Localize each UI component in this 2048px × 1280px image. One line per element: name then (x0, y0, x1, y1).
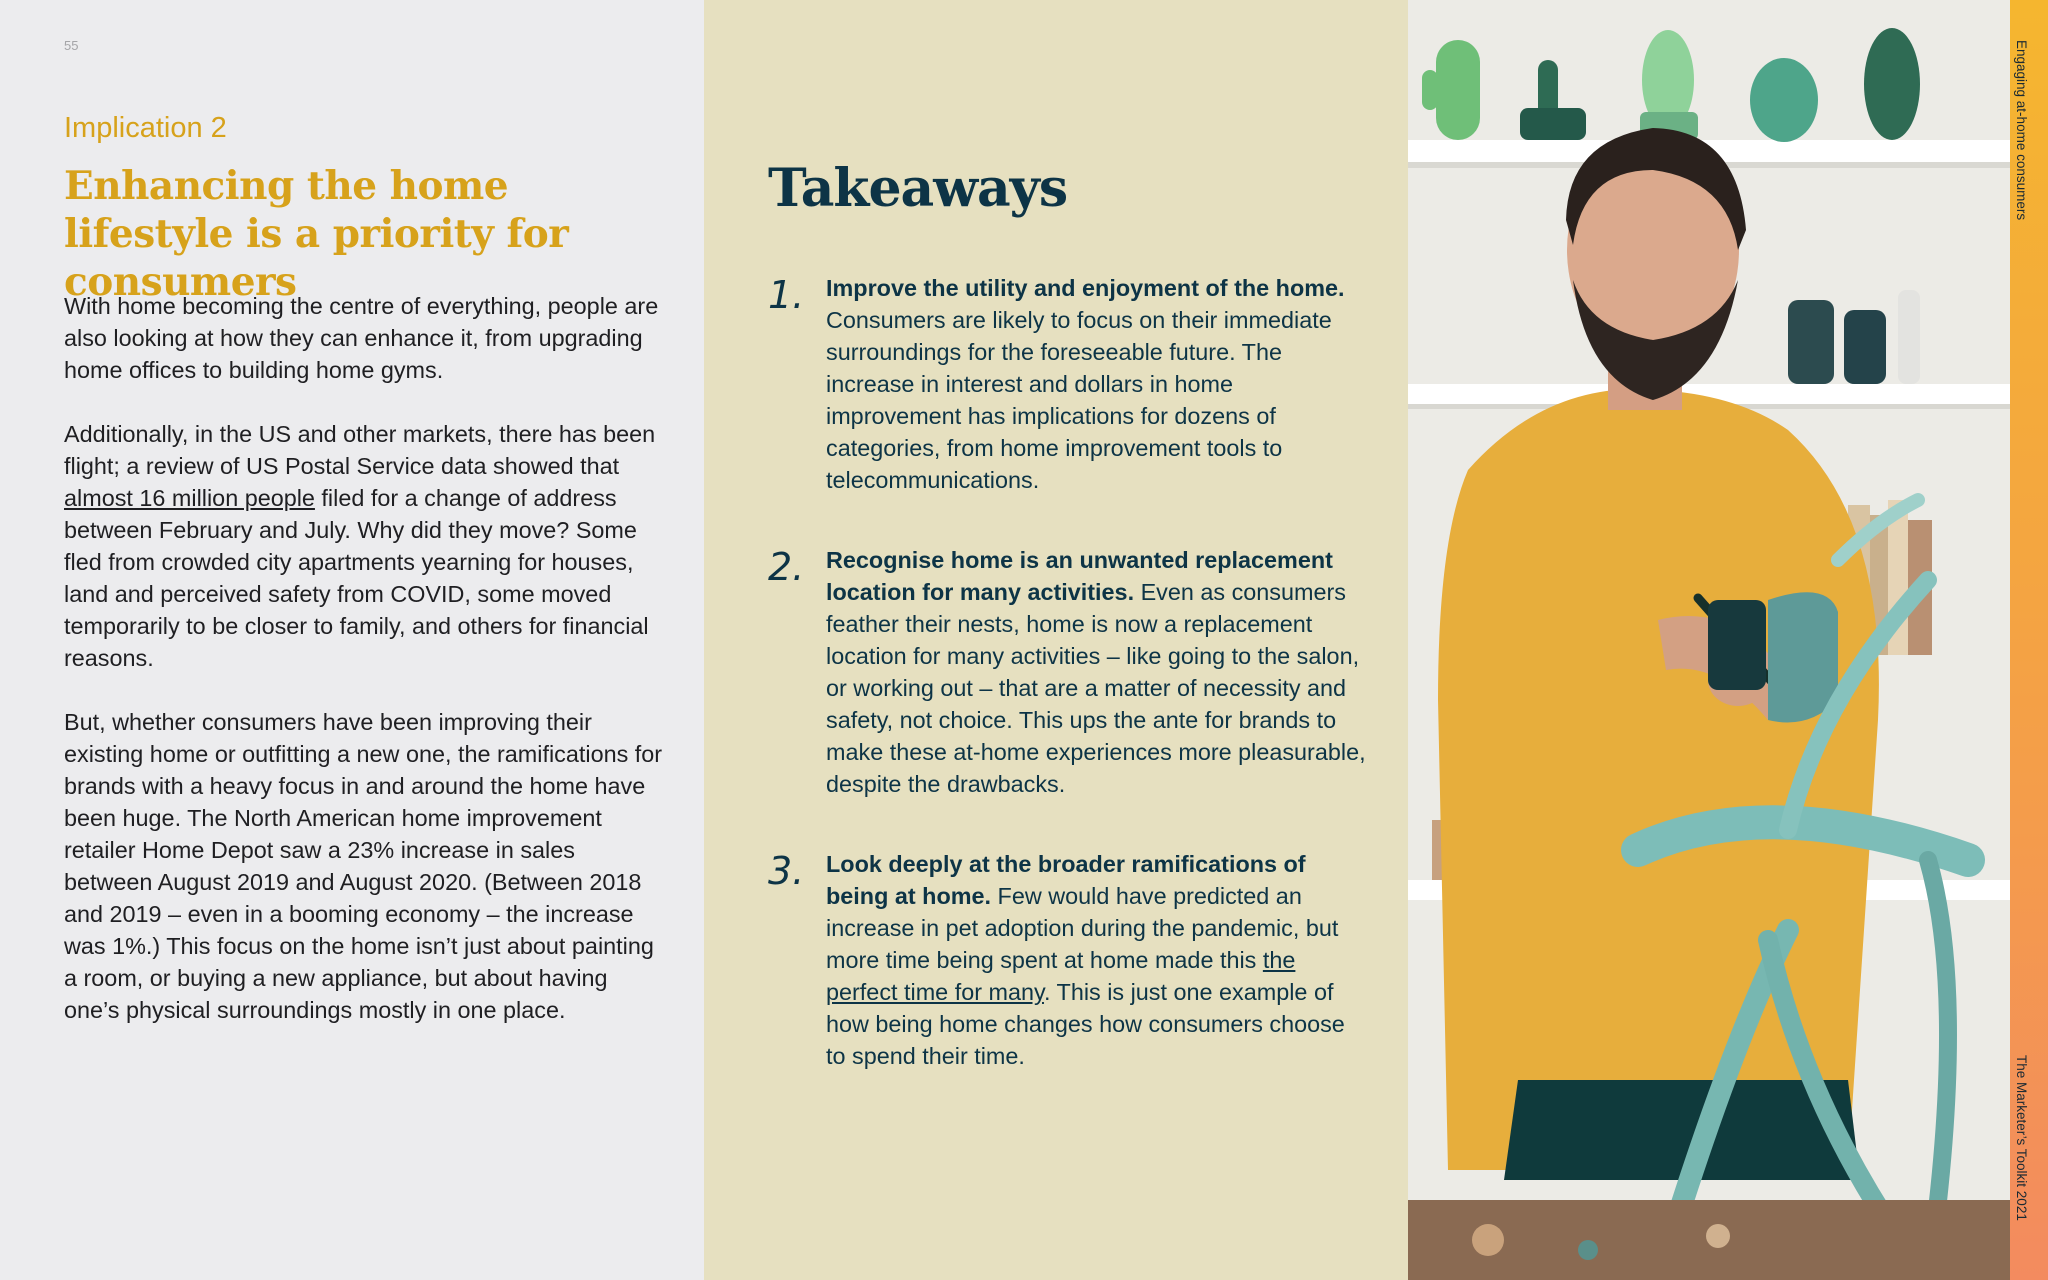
takeaway-number: 3. (768, 849, 805, 893)
body-paragraph: But, whether consumers have been improving their existing home or outfitting a new one, the ramifications for brands with a heavy focus in and around the home have been huge. The North American home improvement retailer Home Depot saw a 23% increase in sales between August 2019 and August 2020. (Between 2018 and 2019 – even in a booming economy – the increase was 1%.) This focus on the home isn’t just about painting a room, or buying a new appliance, but about having one’s physical surroundings mostly in one place. (64, 709, 663, 1023)
man-painting-chair-photo (1408, 0, 2010, 1280)
takeaway-heading: Improve the utility and enjoyment of the home. (826, 275, 1345, 301)
body-copy (64, 290, 664, 1058)
takeaway-text (826, 272, 1368, 496)
takeaway-item (768, 848, 1368, 1072)
takeaway-body: . This is just one example of how being home changes how consumers choose to spend their time. (826, 979, 1345, 1069)
takeaway-item (768, 544, 1368, 800)
takeaway-text (826, 544, 1368, 800)
takeaway-item (768, 272, 1368, 496)
publication-running-title: The Marketer’s Toolkit 2021 (2014, 1055, 2029, 1221)
paragraph-text: Additionally, in the US and other markets, there has been flight; a review of US Postal Service data showed that (64, 421, 656, 479)
page-headline: Enhancing the home lifestyle is a priority for consumers (64, 163, 569, 305)
body-paragraph (64, 418, 664, 674)
section-kicker: Implication 2 (64, 112, 227, 144)
body-paragraph: With home becoming the centre of everything, people are also looking at how they can enhance it, from upgrading home offices to building home gyms. (64, 293, 659, 383)
takeaway-heading: Look deeply at the broader ramifications of being at home. (826, 851, 1306, 909)
takeaway-heading: Recognise home is an unwanted replacement location for many activities. (826, 547, 1333, 605)
takeaways-title: Takeaways (768, 158, 1068, 219)
takeaways-list (768, 272, 1368, 1120)
takeaway-body: Consumers are likely to focus on their immediate surroundings for the foreseeable future. The increase in interest and dollars in home improvement has implications for dozens of categories, from home improvement tools to telecommunications. (826, 307, 1332, 493)
pet-adoption-link[interactable]: the perfect time for many (826, 947, 1296, 1005)
paragraph-text: filed for a change of address between February and July. Why did they move? Some fled from crowded city apartments yearning for houses, land and perceived safety from COVID, some moved temporarily to be closer to family, and others for financial reasons. (64, 485, 649, 671)
page-number: 55 (64, 38, 79, 53)
left-panel (0, 0, 704, 1280)
takeaway-number: 1. (768, 273, 805, 317)
postal-data-link[interactable]: almost 16 million people (64, 485, 315, 511)
takeaway-body: Even as consumers feather their nests, home is now a replacement location for many activities – like going to the salon, or working out – that are a matter of necessity and safety, not choice. This ups the ante for brands to make these at-home experiences more pleasurable, despite the drawbacks. (826, 579, 1366, 797)
takeaway-body: Few would have predicted an increase in pet adoption during the pandemic, but more time being spent at home made this (826, 883, 1339, 973)
takeaway-number: 2. (768, 545, 805, 589)
takeaway-text (826, 848, 1368, 1072)
section-running-title: Engaging at-home consumers (2014, 40, 2029, 221)
